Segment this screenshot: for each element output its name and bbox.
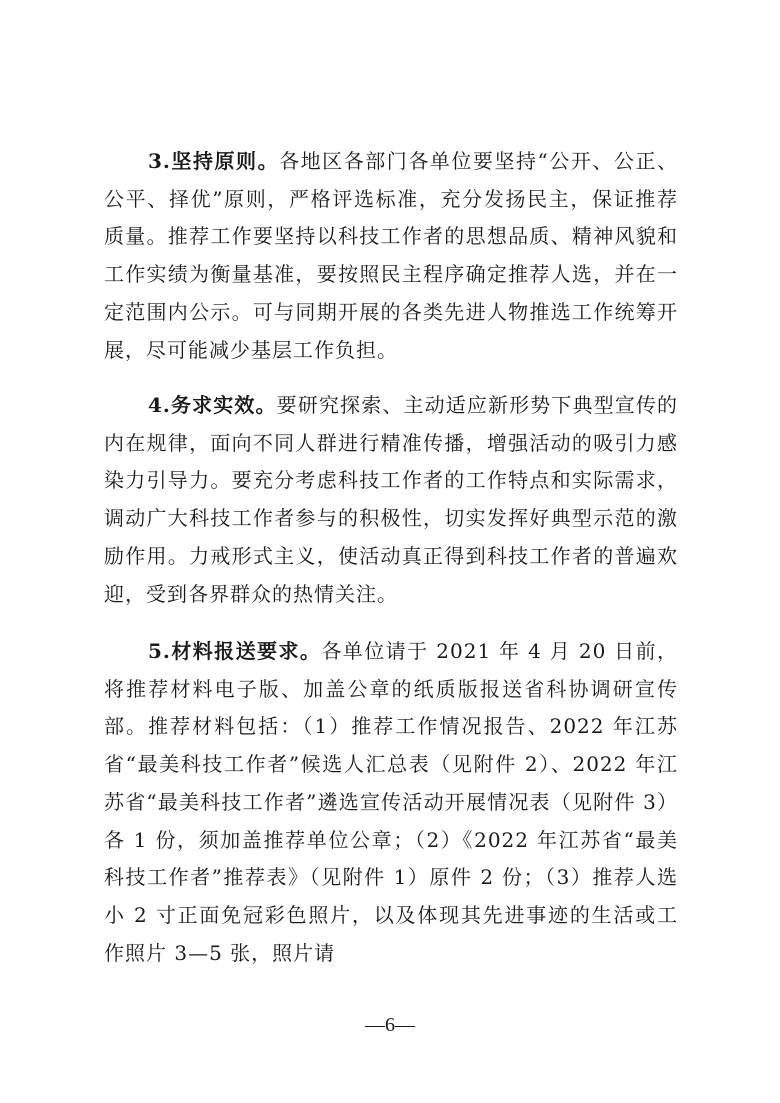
- paragraph-5-number: 5.: [148, 639, 171, 663]
- paragraph-3-heading: 坚持原则。: [170, 149, 280, 173]
- paragraph-5-body: 各单位请于 2021 年 4 月 20 日前，将推荐材料电子版、加盖公章的纸质版报送省科协调研宣传部。推荐材料包括：（1）推荐工作情况报告、2022 年江苏省“最美科技工作者”候选人汇总表（见附件 2）、2022 年江苏省“最美科技工作者”遴选宣传活动开展情况表（见附件 3）各 1 份，须加盖推荐单位公章；（2）《2022 年江苏省“最美科技工作者”推荐表》（见附件 1）原件 2 份；（3）推荐人选小 2 寸正面免冠彩色照片，以及体现其先进事迹的生活或工作照片 3—5 张，照片请: [104, 639, 679, 965]
- paragraph-5-heading: 材料报送要求。: [170, 639, 322, 663]
- paragraph-3: [104, 143, 678, 369]
- paragraph-4-heading: 务求实效。: [170, 393, 277, 417]
- page-number: —6—: [365, 1014, 415, 1036]
- paragraph-4: [104, 387, 678, 613]
- paragraph-3-body: 各地区各部门各单位要坚持“公开、公正、公平、择优”原则，严格评选标准，充分发扬民主，保证推荐质量。推荐工作要坚持以科技工作者的思想品质、精神风貌和工作实绩为衡量基准，要按照民主程序确定推荐人选，并在一定范围内公示。可与同期开展的各类先进人物推选工作统筹开展，尽可能减少基层工作负担。: [104, 149, 678, 362]
- paragraph-4-number: 4.: [148, 393, 171, 417]
- paragraph-5: [104, 633, 678, 972]
- paragraph-3-number: 3.: [148, 149, 171, 173]
- paragraph-4-body: 要研究探索、主动适应新形势下典型宣传的内在规律，面向不同人群进行精准传播，增强活动的吸引力感染力引导力。要充分考虑科技工作者的工作特点和实际需求，调动广大科技工作者参与的积极性，切实发挥好典型示范的激励作用。力戒形式主义，使活动真正得到科技工作者的普遍欢迎，受到各界群众的热情关注。: [104, 393, 679, 606]
